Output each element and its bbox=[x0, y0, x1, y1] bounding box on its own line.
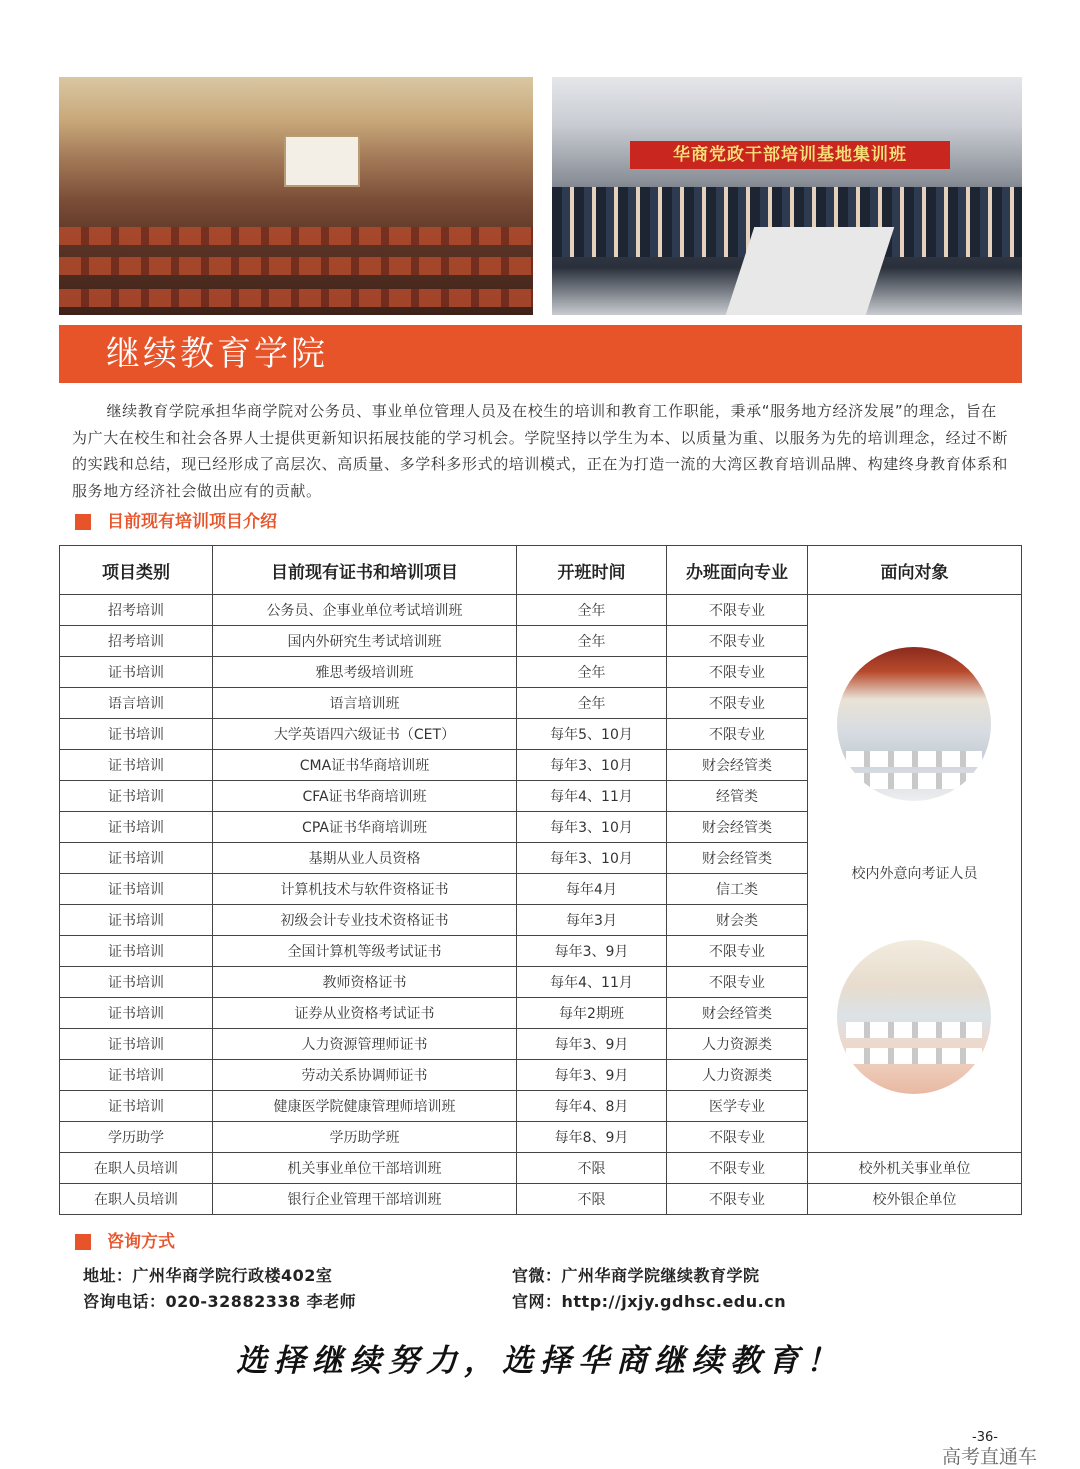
page-number: -36- bbox=[972, 1430, 998, 1445]
cell-time: 每年3月 bbox=[517, 905, 667, 936]
cell-time: 每年8、9月 bbox=[517, 1122, 667, 1153]
cell-category: 语言培训 bbox=[60, 688, 213, 719]
cell-time: 每年3、10月 bbox=[517, 750, 667, 781]
table-row bbox=[60, 595, 1022, 626]
contact-website[interactable]: 官网：http://jxjy.gdhsc.edu.cn bbox=[512, 1292, 787, 1311]
cell-time: 每年4、8月 bbox=[517, 1091, 667, 1122]
lecture-hall-photo bbox=[59, 77, 533, 315]
cell-major: 医学专业 bbox=[667, 1091, 808, 1122]
cell-project: CMA证书华商培训班 bbox=[213, 750, 517, 781]
cell-time: 每年3、9月 bbox=[517, 936, 667, 967]
table-header-row bbox=[60, 546, 1022, 595]
cell-time: 不限 bbox=[517, 1153, 667, 1184]
cell-category: 证书培训 bbox=[60, 719, 213, 750]
header-project: 目前现有证书和培训项目 bbox=[213, 546, 517, 595]
cell-major: 信工类 bbox=[667, 874, 808, 905]
cell-project: 基期从业人员资格 bbox=[213, 843, 517, 874]
cell-category: 证书培训 bbox=[60, 750, 213, 781]
cell-major: 不限专业 bbox=[667, 1184, 808, 1215]
cell-time: 全年 bbox=[517, 595, 667, 626]
cell-category: 证书培训 bbox=[60, 1060, 213, 1091]
cell-time: 每年3、10月 bbox=[517, 812, 667, 843]
header-time: 开班时间 bbox=[517, 546, 667, 595]
cell-category: 证书培训 bbox=[60, 1029, 213, 1060]
cell-project: 初级会计专业技术资格证书 bbox=[213, 905, 517, 936]
cell-project: 大学英语四六级证书（CET） bbox=[213, 719, 517, 750]
slogan: 选择继续努力，选择华商继续教育！ bbox=[236, 1343, 844, 1379]
header-audience: 面向对象 bbox=[808, 546, 1022, 595]
contact-heading-text: 咨询方式 bbox=[107, 1232, 175, 1252]
seat-row bbox=[59, 227, 533, 245]
cell-major: 财会经管类 bbox=[667, 750, 808, 781]
projector-screen bbox=[284, 135, 360, 187]
cell-time: 每年2期班 bbox=[517, 998, 667, 1029]
header-category: 项目类别 bbox=[60, 546, 213, 595]
cell-project: 健康医学院健康管理师培训班 bbox=[213, 1091, 517, 1122]
cell-time: 全年 bbox=[517, 657, 667, 688]
cell-category: 证书培训 bbox=[60, 1091, 213, 1122]
section-title: 继续教育学院 bbox=[106, 334, 328, 374]
cell-major: 不限专业 bbox=[667, 595, 808, 626]
cell-major: 不限专业 bbox=[667, 936, 808, 967]
cell-project: 国内外研究生考试培训班 bbox=[213, 626, 517, 657]
cell-category: 证书培训 bbox=[60, 874, 213, 905]
header-major: 办班面向专业 bbox=[667, 546, 808, 595]
cell-project: 雅思考级培训班 bbox=[213, 657, 517, 688]
cell-time: 不限 bbox=[517, 1184, 667, 1215]
cell-category: 在职人员培训 bbox=[60, 1153, 213, 1184]
photo-banner-text: 华商党政干部培训基地集训班 bbox=[673, 145, 907, 165]
cell-category: 证书培训 bbox=[60, 657, 213, 688]
classroom-photo-circle bbox=[837, 940, 991, 1094]
cell-major: 不限专业 bbox=[667, 626, 808, 657]
cell-time: 每年3、9月 bbox=[517, 1029, 667, 1060]
square-bullet-icon bbox=[75, 514, 91, 530]
seat-row bbox=[59, 257, 533, 275]
cell-time: 每年4月 bbox=[517, 874, 667, 905]
cell-major: 不限专业 bbox=[667, 719, 808, 750]
cell-major: 人力资源类 bbox=[667, 1060, 808, 1091]
cell-audience-bank: 校外银企单位 bbox=[808, 1184, 1022, 1215]
classroom-chairs bbox=[846, 773, 982, 789]
cell-major: 不限专业 bbox=[667, 688, 808, 719]
classroom-chairs bbox=[846, 1048, 982, 1064]
cell-project: 全国计算机等级考试证书 bbox=[213, 936, 517, 967]
cell-audience-gov: 校外机关事业单位 bbox=[808, 1153, 1022, 1184]
group-training-photo bbox=[552, 77, 1022, 315]
cell-category: 证书培训 bbox=[60, 781, 213, 812]
classroom-photo-circle bbox=[837, 647, 991, 801]
cell-time: 全年 bbox=[517, 626, 667, 657]
cell-time: 每年4、11月 bbox=[517, 967, 667, 998]
cell-category: 证书培训 bbox=[60, 967, 213, 998]
cell-major: 财会经管类 bbox=[667, 812, 808, 843]
cell-project: CPA证书华商培训班 bbox=[213, 812, 517, 843]
cell-project: 机关事业单位干部培训班 bbox=[213, 1153, 517, 1184]
classroom-chairs bbox=[846, 751, 982, 767]
cell-project: 人力资源管理师证书 bbox=[213, 1029, 517, 1060]
cell-major: 不限专业 bbox=[667, 657, 808, 688]
computer-desks bbox=[726, 227, 895, 315]
table-row bbox=[60, 1153, 1022, 1184]
cell-time: 全年 bbox=[517, 688, 667, 719]
cell-project: 语言培训班 bbox=[213, 688, 517, 719]
audience-main-text: 校内外意向考证人员 bbox=[851, 866, 978, 882]
cell-major: 不限专业 bbox=[667, 1153, 808, 1184]
cell-category: 证书培训 bbox=[60, 843, 213, 874]
cell-major: 不限专业 bbox=[667, 967, 808, 998]
cell-category: 证书培训 bbox=[60, 905, 213, 936]
table-row bbox=[60, 1184, 1022, 1215]
square-bullet-icon bbox=[75, 1234, 91, 1250]
cell-category: 证书培训 bbox=[60, 936, 213, 967]
cell-major: 财会类 bbox=[667, 905, 808, 936]
cell-major: 经管类 bbox=[667, 781, 808, 812]
cell-category: 证书培训 bbox=[60, 998, 213, 1029]
contact-address: 地址：广州华商学院行政楼402室 bbox=[83, 1266, 333, 1285]
cell-project: 劳动关系协调师证书 bbox=[213, 1060, 517, 1091]
cell-project: 证券从业资格考试证书 bbox=[213, 998, 517, 1029]
cell-category: 证书培训 bbox=[60, 812, 213, 843]
training-table bbox=[59, 545, 1022, 1215]
cell-time: 每年3、10月 bbox=[517, 843, 667, 874]
cell-project: 公务员、企事业单位考试培训班 bbox=[213, 595, 517, 626]
cell-project: 学历助学班 bbox=[213, 1122, 517, 1153]
cell-category: 在职人员培训 bbox=[60, 1184, 213, 1215]
contact-wechat: 官微：广州华商学院继续教育学院 bbox=[512, 1266, 760, 1285]
cell-time: 每年3、9月 bbox=[517, 1060, 667, 1091]
cell-category: 招考培训 bbox=[60, 595, 213, 626]
classroom-chairs bbox=[846, 1022, 982, 1038]
cell-category: 招考培训 bbox=[60, 626, 213, 657]
cell-project: 计算机技术与软件资格证书 bbox=[213, 874, 517, 905]
cell-major: 财会经管类 bbox=[667, 843, 808, 874]
cell-major: 财会经管类 bbox=[667, 998, 808, 1029]
intro-paragraph: 继续教育学院承担华商学院对公务员、事业单位管理人员及在校生的培训和教育工作职能，秉承“服务地方经济发展”的理念，旨在为广大在校生和社会各界人士提供更新知识拓展技能的学习机会。学院坚持以学生为本、以质量为重、以服务为先的培训理念，经过不断的实践和总结，现已经形成了高层次、高质量、多学科多形式的培训模式，正在为打造一流的大湾区教育培训品牌、构建终身教育体系和服务地方经济社会做出应有的贡献。 bbox=[72, 402, 1009, 500]
training-heading-text: 目前现有培训项目介绍 bbox=[107, 512, 277, 532]
watermark: 高考直通车 bbox=[942, 1446, 1038, 1468]
cell-project: 银行企业管理干部培训班 bbox=[213, 1184, 517, 1215]
cell-project: 教师资格证书 bbox=[213, 967, 517, 998]
cell-category: 学历助学 bbox=[60, 1122, 213, 1153]
cell-audience-main bbox=[808, 595, 1022, 1153]
contact-phone: 咨询电话：020-32882338 李老师 bbox=[83, 1292, 357, 1311]
seat-row bbox=[59, 289, 533, 307]
cell-time: 每年4、11月 bbox=[517, 781, 667, 812]
cell-time: 每年5、10月 bbox=[517, 719, 667, 750]
cell-major: 人力资源类 bbox=[667, 1029, 808, 1060]
cell-project: CFA证书华商培训班 bbox=[213, 781, 517, 812]
cell-major: 不限专业 bbox=[667, 1122, 808, 1153]
